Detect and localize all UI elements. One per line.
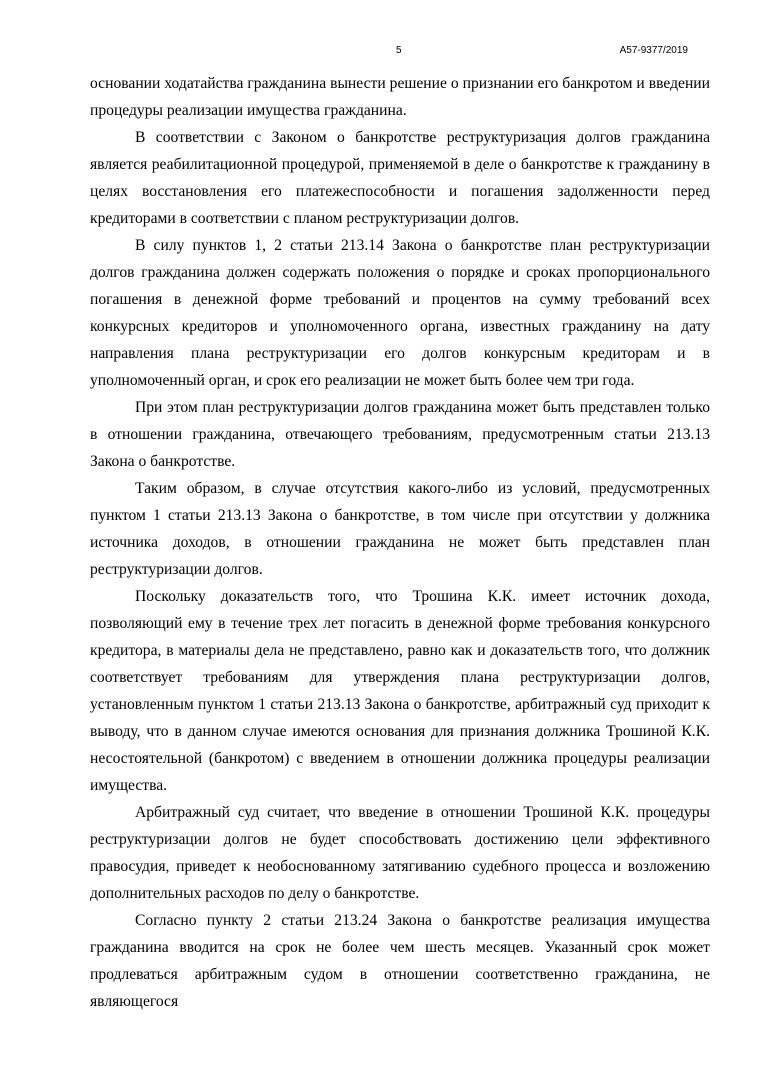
document-body <box>90 70 710 1015</box>
page-number: 5 <box>396 45 402 56</box>
paragraph: При этом план реструктуризации долгов гражданина может быть представлен только в отношении гражданина, отвечающего требованиям, предусмотренным статьи 213.13 Закона о банкротстве. <box>90 399 710 470</box>
paragraph: Таким образом, в случае отсутствия какого-либо из условий, предусмотренных пунктом 1 статьи 213.13 Закона о банкротстве, в том числе при отсутствии у должника источника доходов, в отношении гражданина не может быть представлен план реструктуризации долгов. <box>90 480 710 578</box>
case-number: А57-9377/2019 <box>619 45 688 56</box>
paragraph: основании ходатайства гражданина вынести решение о признании его банкротом и введении процедуры реализации имущества гражданина. <box>90 75 710 119</box>
paragraph: В соответствии с Законом о банкротстве реструктуризация долгов гражданина является реабилитационной процедурой, применяемой в деле о банкротстве к гражданину в целях восстановления его платежеспособности и погашения задолженности перед кредиторами в соответствии с планом реструктуризации долгов. <box>90 129 710 227</box>
paragraph: Согласно пункту 2 статьи 213.24 Закона о банкротстве реализация имущества гражданина вводится на срок не более чем шесть месяцев. Указанный срок может продлеваться арбитражным судом в отношении соответственно гражданина, не являющегося <box>90 912 710 1010</box>
paragraph: Поскольку доказательств того, что Трошина К.К. имеет источник дохода, позволяющий ему в течение трех лет погасить в денежной форме требования конкурсного кредитора, в материалы дела не представлено, равно как и доказательств того, что должник соответствует требованиям для утверждения плана реструктуризации долгов, установленным пунктом 1 статьи 213.13 Закона о банкротстве, арбитражный суд приходит к выводу, что в данном случае имеются основания для признания должника Трошиной К.К. несостоятельной (банкротом) с введением в отношении должника процедуры реализации имущества. <box>90 588 710 794</box>
page-header <box>0 45 764 61</box>
paragraph: В силу пунктов 1, 2 статьи 213.14 Закона о банкротстве план реструктуризации долгов гражданина должен содержать положения о порядке и сроках пропорционального погашения в денежной форме требований и процентов на сумму требований всех конкурсных кредиторов и уполномоченного органа, известных гражданину на дату направления плана реструктуризации его долгов конкурсным кредиторам и в уполномоченный орган, и срок его реализации не может быть более чем три года. <box>90 237 710 389</box>
paragraph: Арбитражный суд считает, что введение в отношении Трошиной К.К. процедуры реструктуризации долгов не будет способствовать достижению цели эффективного правосудия, приведет к необоснованному затягиванию судебного процесса и возложению дополнительных расходов по делу о банкротстве. <box>90 804 710 902</box>
